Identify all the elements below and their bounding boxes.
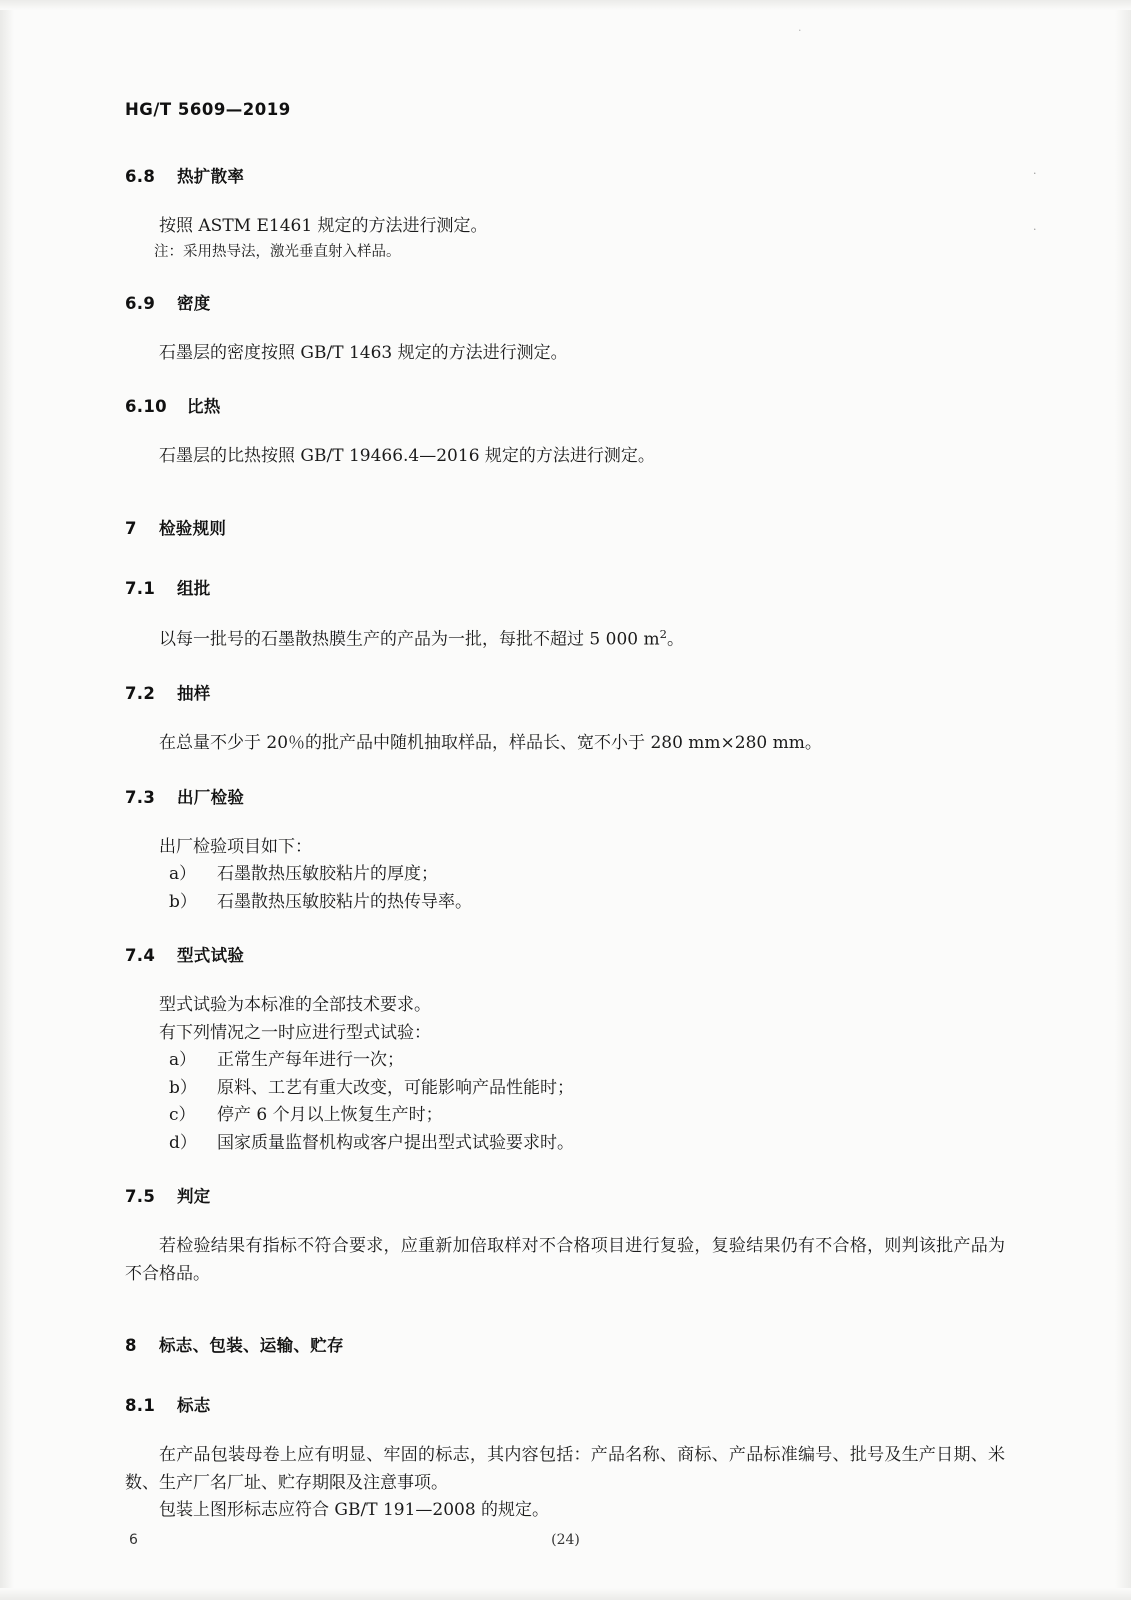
clause-heading-7-3 <box>125 784 1005 808</box>
paragraph-8-1-2: 包装上图形标志应符合 GB/T 191—2008 的规定。 <box>159 1500 550 1521</box>
clause-heading-7-5 <box>125 1183 1005 1207</box>
clause-heading-7-1 <box>125 575 1005 599</box>
list-item <box>125 1130 1005 1158</box>
clause-title: 比热 <box>187 397 221 417</box>
paragraph-7-2-1: 在总量不少于 20％的批产品中随机抽取样品，样品长、宽不小于 280 mm×280 mm。 <box>159 732 822 753</box>
page-edge-right <box>1115 0 1131 1600</box>
list-item <box>125 1075 1005 1103</box>
paragraph-7-4-1: 型式试验为本标准的全部技术要求。 <box>159 995 431 1016</box>
clause-number: 8 <box>125 1336 137 1356</box>
list-text: 停产 6 个月以上恢复生产时； <box>217 1105 443 1126</box>
clause-heading-6-8 <box>125 163 1005 187</box>
clause-title: 标志 <box>177 1396 211 1416</box>
clause-number: 7.4 <box>125 946 156 966</box>
right-margin-mark-2: · <box>1033 223 1037 237</box>
clause-number: 6.10 <box>125 397 167 417</box>
list-marker: a） <box>169 1050 197 1071</box>
clause-heading-8-1 <box>125 1392 1005 1416</box>
page-edge-bottom <box>0 1588 1131 1600</box>
document-header: HG/T 5609—2019 <box>125 100 291 119</box>
paragraph-6-10-1: 石墨层的比热按照 GB/T 19466.4—2016 规定的方法进行测定。 <box>159 446 655 467</box>
list-item <box>125 861 1005 889</box>
note-6-8: 注：采用热导法，激光垂直射入样品。 <box>154 243 401 260</box>
paragraph-8-1-1: 在产品包装母卷上应有明显、牢固的标志，其内容包括：产品名称、商标、产品标准编号、批号及生产日期、米数、生产厂名厂址、贮存期限及注意事项。 <box>125 1445 1005 1493</box>
list-marker: d） <box>169 1132 197 1153</box>
list-text: 原料、工艺有重大改变，可能影响产品性能时； <box>217 1077 574 1098</box>
clause-number: 7.2 <box>125 683 156 703</box>
clause-number: 7.5 <box>125 1187 156 1207</box>
clause-heading-7-2 <box>125 680 1005 704</box>
list-marker: c） <box>169 1105 196 1126</box>
list-marker: b） <box>169 1077 197 1098</box>
list-item <box>125 889 1005 917</box>
top-margin-tick: · <box>798 24 802 37</box>
page-edge-top <box>0 0 1131 10</box>
clause-heading-7 <box>125 515 1005 539</box>
clause-number: 6.8 <box>125 167 156 186</box>
page-footer <box>0 1526 1131 1548</box>
clause-number: 8.1 <box>125 1396 156 1416</box>
clause-number: 7.1 <box>125 578 156 598</box>
clause-title: 检验规则 <box>159 518 227 538</box>
clause-title: 热扩散率 <box>177 167 245 186</box>
page-edge-left <box>0 0 14 1600</box>
clause-title: 判定 <box>177 1187 211 1207</box>
clause-title: 抽样 <box>177 683 211 703</box>
right-margin-marks <box>1033 168 1043 236</box>
clause-heading-6-9 <box>125 290 1005 314</box>
clause-number: 7 <box>125 518 137 538</box>
clause-heading-6-10 <box>125 393 1005 417</box>
paragraph-6-9-1: 石墨层的密度按照 GB/T 1463 规定的方法进行测定。 <box>159 342 568 363</box>
clause-title: 组批 <box>177 578 211 598</box>
list-text: 石墨散热压敏胶粘片的厚度； <box>217 864 438 885</box>
clause-heading-8 <box>125 1332 1005 1356</box>
page-number: 6 <box>129 1532 138 1548</box>
clause-title: 密度 <box>177 293 211 313</box>
right-margin-mark-1: · <box>1033 167 1037 180</box>
clause-number: 6.9 <box>125 293 156 313</box>
clause-title: 标志、包装、运输、贮存 <box>159 1336 344 1356</box>
page-content <box>125 100 1005 1525</box>
paragraph-6-8-1: 按照 ASTM E1461 规定的方法进行测定。 <box>159 216 488 236</box>
list-item <box>125 1102 1005 1130</box>
clause-heading-7-4 <box>125 942 1005 966</box>
list-text: 国家质量监督机构或客户提出型式试验要求时。 <box>217 1132 574 1153</box>
clause-number: 7.3 <box>125 787 156 807</box>
list-item <box>125 1047 1005 1075</box>
list-text: 石墨散热压敏胶粘片的热传导率。 <box>217 891 472 912</box>
clause-title: 型式试验 <box>177 946 245 966</box>
page-reference: (24) <box>551 1532 580 1548</box>
list-marker: a） <box>169 864 197 885</box>
paragraph-7-5-1: 若检验结果有指标不符合要求，应重新加倍取样对不合格项目进行复验，复验结果仍有不合格，则判该批产品为不合格品。 <box>125 1236 1005 1284</box>
paragraph-7-4-2: 有下列情况之一时应进行型式试验： <box>159 1022 431 1043</box>
list-text: 正常生产每年进行一次； <box>217 1050 404 1071</box>
clause-title: 出厂检验 <box>177 787 245 807</box>
list-marker: b） <box>169 891 197 912</box>
paragraph-7-1-1: 以每一批号的石墨散热膜生产的产品为一批，每批不超过 5 000 $m^2$。 <box>159 626 684 650</box>
paragraph-7-3-1: 出厂检验项目如下： <box>159 836 312 857</box>
